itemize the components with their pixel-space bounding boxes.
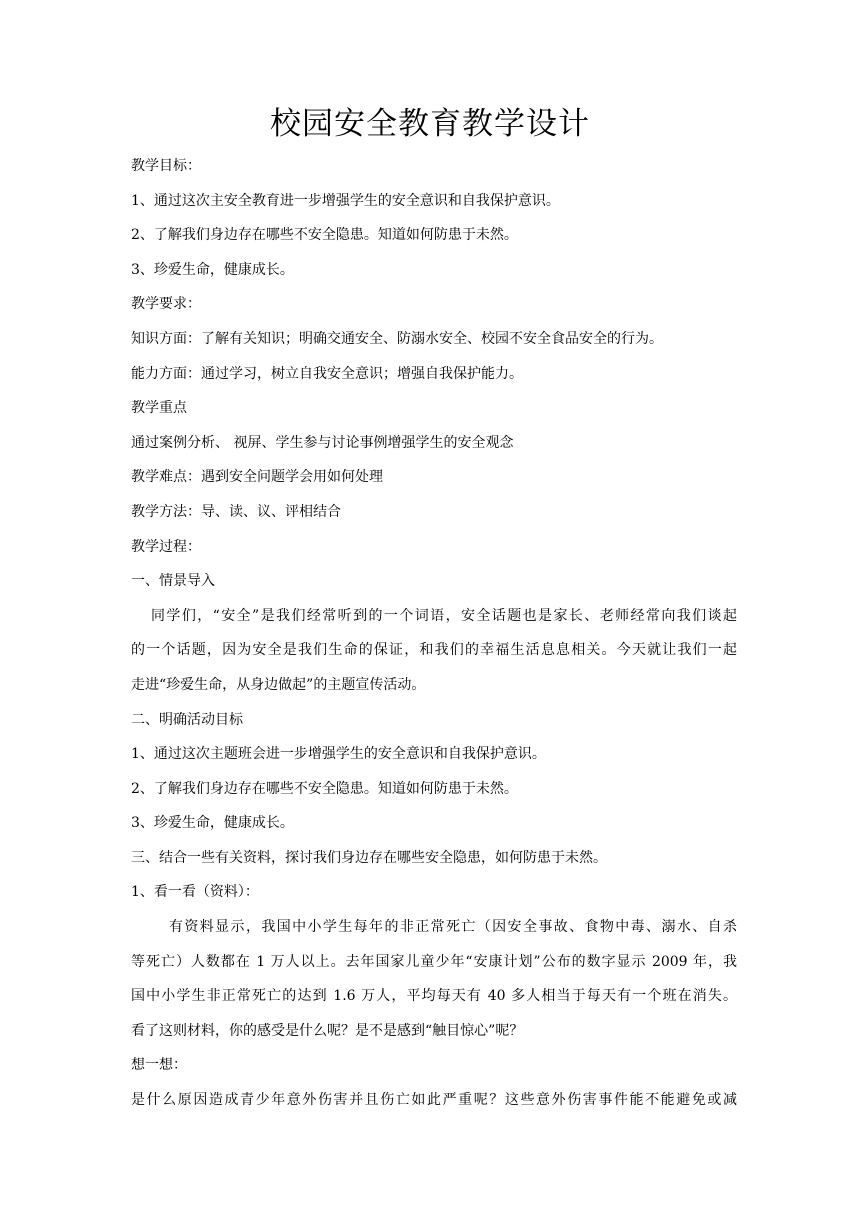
text-line: 一、情景导入 [131, 573, 215, 590]
text-line: 的一个话题，因为安全是我们生命的保证，和我们的幸福生活息息相关。今天就让我们一起 [131, 642, 737, 659]
text-line: 通过案例分析、 视屏、学生参与讨论事例增强学生的安全观念 [131, 434, 514, 451]
text-line: 同学们，“安全”是我们经常听到的一个词语，安全话题也是家长、老师经常向我们谈起 [151, 607, 737, 624]
text-line: 国中小学生非正常死亡的达到 1.6 万人，平均每天有 40 多人相当于每天有一个班在消失。 [131, 988, 737, 1005]
text-line: 1、通过这次主安全教育进一步增强学生的安全意识和自我保护意识。 [131, 192, 560, 209]
text-line: 3、珍爱生命，健康成长。 [131, 261, 294, 278]
text-line: 二、明确活动目标 [131, 711, 243, 728]
text-line: 教学难点：遇到安全问题学会用如何处理 [131, 469, 383, 486]
text-line: 看了这则材料，你的感受是什么呢？是不是感到“触目惊心”呢？ [131, 1022, 524, 1039]
text-line: 2、了解我们身边存在哪些不安全隐患。知道如何防患于未然。 [131, 227, 518, 244]
text-line: 走进“珍爱生命，从身边做起”的主题宣传活动。 [131, 676, 426, 693]
text-line: 知识方面：了解有关知识；明确交通安全、防溺水安全、校园不安全食品安全的行为。 [131, 330, 663, 347]
text-line: 1、看一看（资料）： [131, 884, 259, 901]
text-line: 等死亡）人数都在 1 万人以上。去年国家儿童少年“安康计划”公布的数字显示 2009 年，我 [131, 953, 737, 970]
document-title: 校园安全教育教学设计 [270, 106, 590, 142]
text-line: 教学过程： [131, 538, 201, 555]
text-line: 能力方面：通过学习，树立自我安全意识；增强自我保护能力。 [131, 365, 523, 382]
text-line: 教学要求： [131, 296, 201, 313]
text-line: 教学方法：导、读、议、评相结合 [131, 503, 341, 520]
text-line: 3、珍爱生命，健康成长。 [131, 815, 294, 832]
text-line: 1、通过这次主题班会进一步增强学生的安全意识和自我保护意识。 [131, 746, 546, 763]
text-line: 教学目标： [131, 158, 201, 174]
text-line: 有资料显示，我国中小学生每年的非正常死亡（因安全事故、食物中毒、溺水、自杀 [169, 919, 737, 936]
text-line: 教学重点 [131, 400, 187, 417]
text-line: 2、了解我们身边存在哪些不安全隐患。知道如何防患于未然。 [131, 780, 518, 797]
text-line: 想一想： [131, 1057, 187, 1074]
document-body [131, 149, 737, 1118]
text-line: 是什么原因造成青少年意外伤害并且伤亡如此严重呢？这些意外伤害事件能不能避免或减 [131, 1092, 737, 1109]
text-line: 三、结合一些有关资料，探讨我们身边存在哪些安全隐患，如何防患于未然。 [131, 849, 607, 866]
